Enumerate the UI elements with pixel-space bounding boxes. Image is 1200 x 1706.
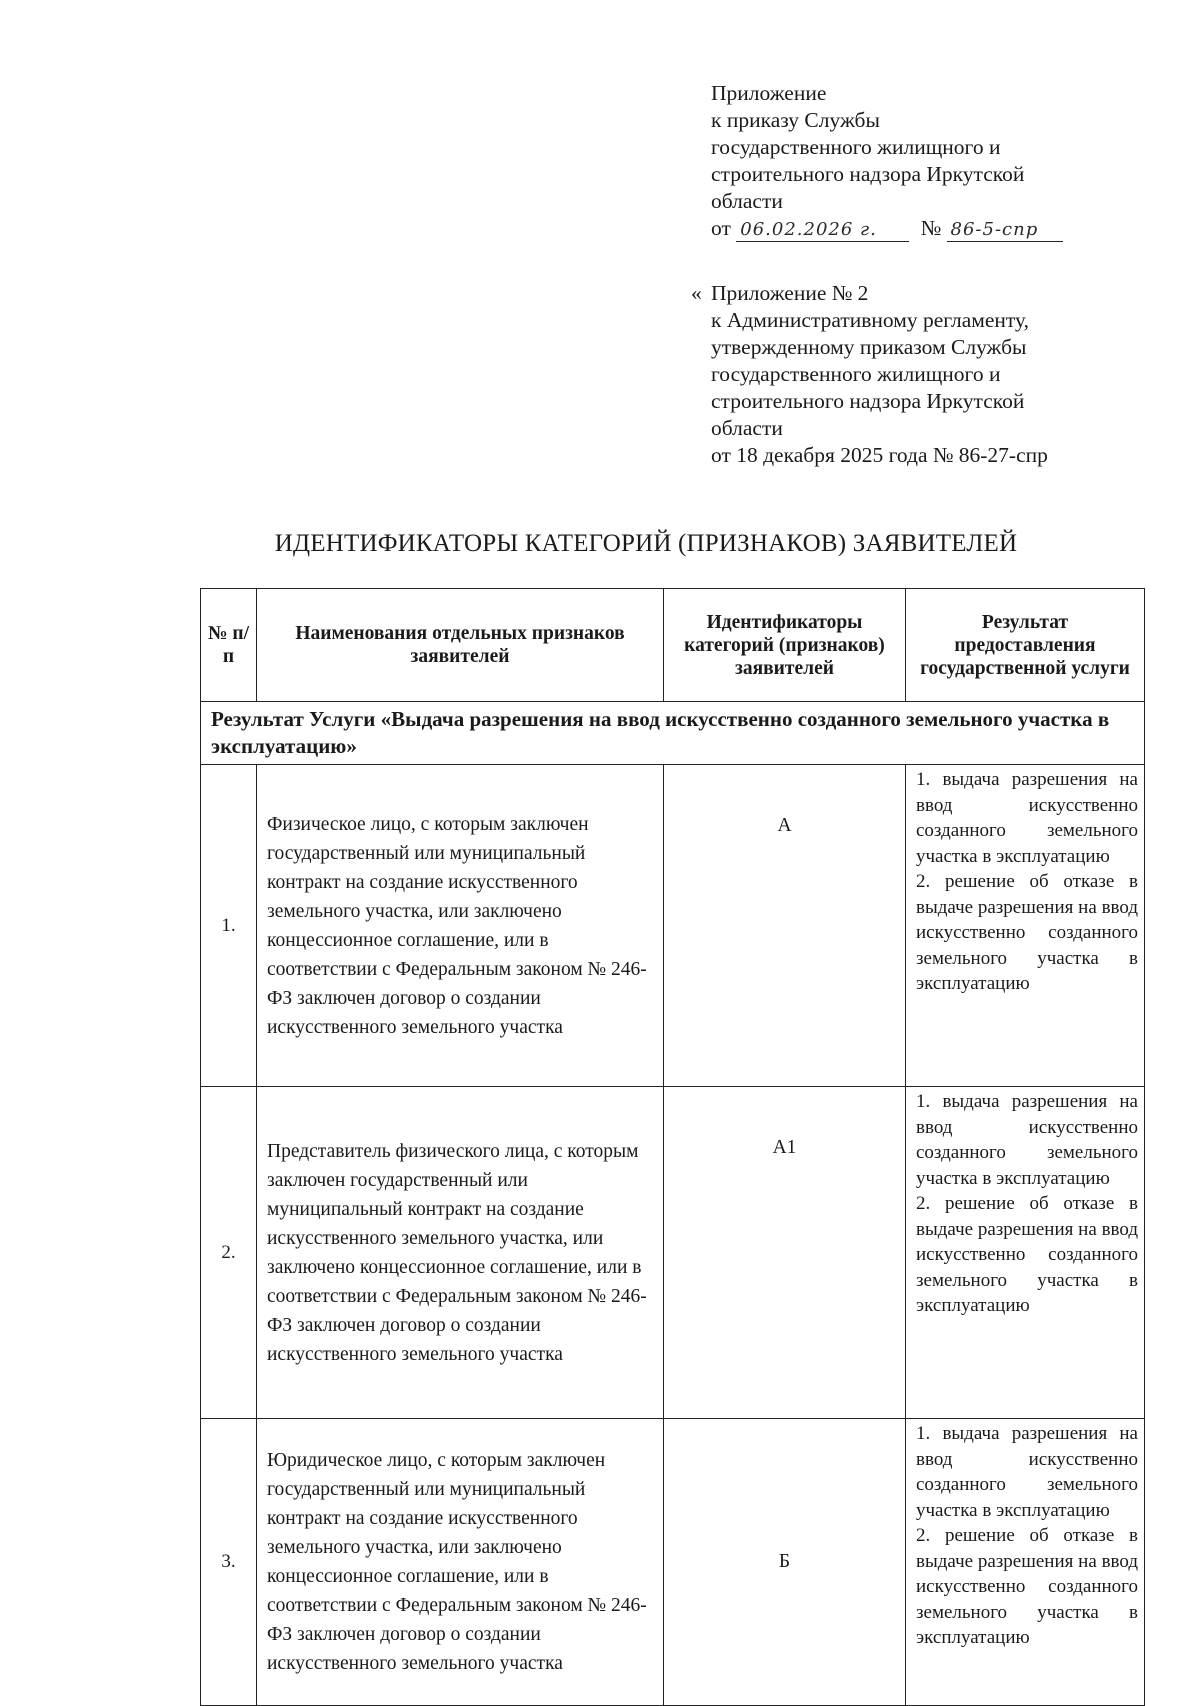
row-identifier: А1 (664, 1087, 906, 1419)
header-result: Результат предоставления государственной услуги (906, 589, 1145, 702)
appendix-order-line-2: к приказу Службы (711, 108, 880, 132)
row-applicant-name: Представитель физического лица, с которым заключен государственный или муниципальный контракт на создание искусственного земельного участка, или заключено концессионное соглашение, или в соответствии с Федеральным законом № 246-ФЗ заключен договор о создании искусственного земельного участка (257, 1087, 664, 1419)
appendix-order-date-line (711, 215, 1063, 242)
appendix-order-line-5: области (711, 189, 783, 213)
appendix-order-line-3: государственного жилищного и (711, 135, 1001, 159)
appendix-regulation-line-7: от 18 декабря 2025 года № 86-27-спр (711, 443, 1048, 467)
row-result (906, 1419, 1145, 1706)
number-prefix: № (920, 216, 942, 240)
table-row (201, 765, 1145, 1087)
table-header-row (201, 589, 1145, 702)
appendix-regulation-line-2: к Административному регламенту, (711, 308, 1030, 332)
row-number: 1. (201, 765, 257, 1087)
handwritten-number: 86-5-спр (947, 219, 1063, 242)
result-item-1: 1. выдача разрешения на ввод искусственно созданного земельного участка в эксплуатацию (916, 1423, 1138, 1521)
appendix-regulation-line-1: Приложение № 2 (711, 281, 869, 305)
table-row (201, 1419, 1145, 1706)
identifiers-table (200, 588, 1145, 1706)
row-applicant-name: Физическое лицо, с которым заключен государственный или муниципальный контракт на создание искусственного земельного участка, или заключено концессионное соглашение, или в соответствии с Федеральным законом № 246-ФЗ заключен договор о создании искусственного земельного участка (257, 765, 664, 1087)
appendix-regulation-line-5: строительного надзора Иркутской (711, 389, 1025, 413)
appendix-order-line-1: Приложение (711, 81, 827, 105)
row-result (906, 765, 1145, 1087)
result-item-2: 2. решение об отказе в выдаче разрешения на ввод искусственно созданного земельного участка в эксплуатацию (916, 1193, 1138, 1316)
section-row (201, 702, 1145, 765)
appendix-regulation-line-6: области (711, 416, 783, 440)
appendix-order-line-4: строительного надзора Иркутской (711, 162, 1025, 186)
appendix-order-block (711, 80, 1063, 242)
row-number: 3. (201, 1419, 257, 1706)
header-number: № п/п (201, 589, 257, 702)
row-identifier: А (664, 765, 906, 1087)
handwritten-date: 06.02.2026 г. (736, 219, 909, 242)
table-row (201, 1087, 1145, 1419)
result-item-2: 2. решение об отказе в выдаче разрешения на ввод искусственно созданного земельного участка в эксплуатацию (916, 871, 1138, 994)
result-item-1: 1. выдача разрешения на ввод искусственно созданного земельного участка в эксплуатацию (916, 1091, 1138, 1189)
document-title: ИДЕНТИФИКАТОРЫ КАТЕГОРИЙ (ПРИЗНАКОВ) ЗАЯВИТЕЛЕЙ (274, 530, 1018, 557)
section-title: Результат Услуги «Выдача разрешения на ввод искусственно созданного земельного участка в эксплуатацию» (201, 702, 1145, 765)
row-identifier: Б (664, 1419, 906, 1706)
opening-quote: « (691, 281, 702, 305)
header-identifier: Идентификаторы категорий (признаков) заявителей (664, 589, 906, 702)
result-item-2: 2. решение об отказе в выдаче разрешения на ввод искусственно созданного земельного участка в эксплуатацию (916, 1525, 1138, 1648)
header-name: Наименования отдельных признаков заявителей (257, 589, 664, 702)
appendix-regulation-block (691, 280, 1048, 469)
row-number: 2. (201, 1087, 257, 1419)
appendix-regulation-line-3: утвержденному приказом Службы (711, 335, 1027, 359)
date-prefix: от (711, 216, 731, 240)
row-applicant-name: Юридическое лицо, с которым заключен государственный или муниципальный контракт на создание искусственного земельного участка, или заключено концессионное соглашение, или в соответствии с Федеральным законом № 246-ФЗ заключен договор о создании искусственного земельного участка (257, 1419, 664, 1706)
row-result (906, 1087, 1145, 1419)
result-item-1: 1. выдача разрешения на ввод искусственно созданного земельного участка в эксплуатацию (916, 769, 1138, 867)
appendix-regulation-line-4: государственного жилищного и (711, 362, 1001, 386)
